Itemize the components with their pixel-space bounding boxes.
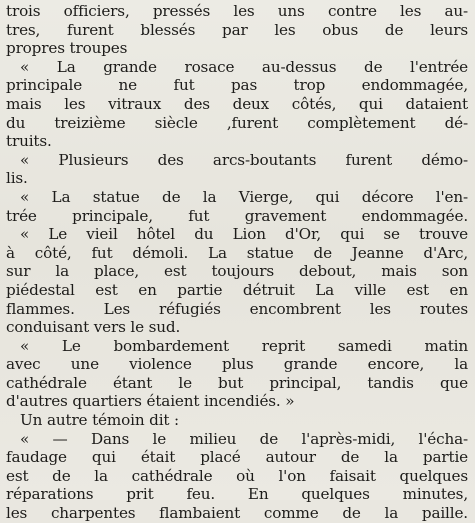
article-line: « Le vieil hôtel du Lion d'Or, qui se trouve	[20, 225, 468, 244]
article-line: est de la cathédrale où l'on faisait quelques	[6, 466, 468, 485]
article-line: cathédrale étant le but principal, tandis que	[6, 373, 468, 392]
article-line: lis.	[6, 169, 28, 188]
article-line: trois officiers, pressés les uns contre les au-	[6, 2, 468, 20]
article-line: truits.	[6, 132, 52, 151]
article-line: tres, furent blessés par les obus de leurs	[6, 20, 468, 39]
article-line: « Le bombardement reprit samedi matin	[20, 336, 468, 355]
article-line: « — Dans le milieu de l'après-midi, l'écha-	[20, 429, 468, 448]
article-line: « Plusieurs des arcs-boutants furent démo-	[20, 150, 468, 169]
article-line: « La grande rosace au-dessus de l'entrée	[20, 57, 468, 76]
article-line: faudage qui était placé autour de la partie	[6, 448, 468, 467]
article-line: trée principale, fut gravement endommagée.	[6, 206, 468, 225]
article-line: à côté, fut démoli. La statue de Jeanne d'Arc,	[6, 243, 468, 262]
article-column	[6, 2, 468, 523]
article-line: conduisant vers le sud.	[6, 318, 181, 337]
article-line: flammes. Les réfugiés encombrent les routes	[6, 299, 468, 318]
article-line: propres troupes	[6, 39, 128, 58]
article-line: réparations prit feu. En quelques minutes,	[6, 485, 468, 504]
article-line: mais les vitraux des deux côtés, qui dataient	[6, 94, 468, 113]
article-line: principale ne fut pas trop endommagée,	[6, 76, 468, 95]
article-line: avec une violence plus grande encore, la	[6, 355, 468, 374]
article-line: « La statue de la Vierge, qui décore l'en-	[20, 187, 468, 206]
article-line: les charpentes flambaient comme de la paille.	[6, 504, 468, 523]
article-line: sur la place, est toujours debout, mais son	[6, 262, 468, 281]
article-line: du treizième siècle ,furent complètement dé-	[6, 113, 468, 132]
article-line: d'autres quartiers étaient incendiés. »	[6, 392, 295, 411]
article-line: piédestal est en partie détruit La ville est en	[6, 280, 468, 299]
article-line: Un autre témoin dit :	[20, 411, 180, 430]
